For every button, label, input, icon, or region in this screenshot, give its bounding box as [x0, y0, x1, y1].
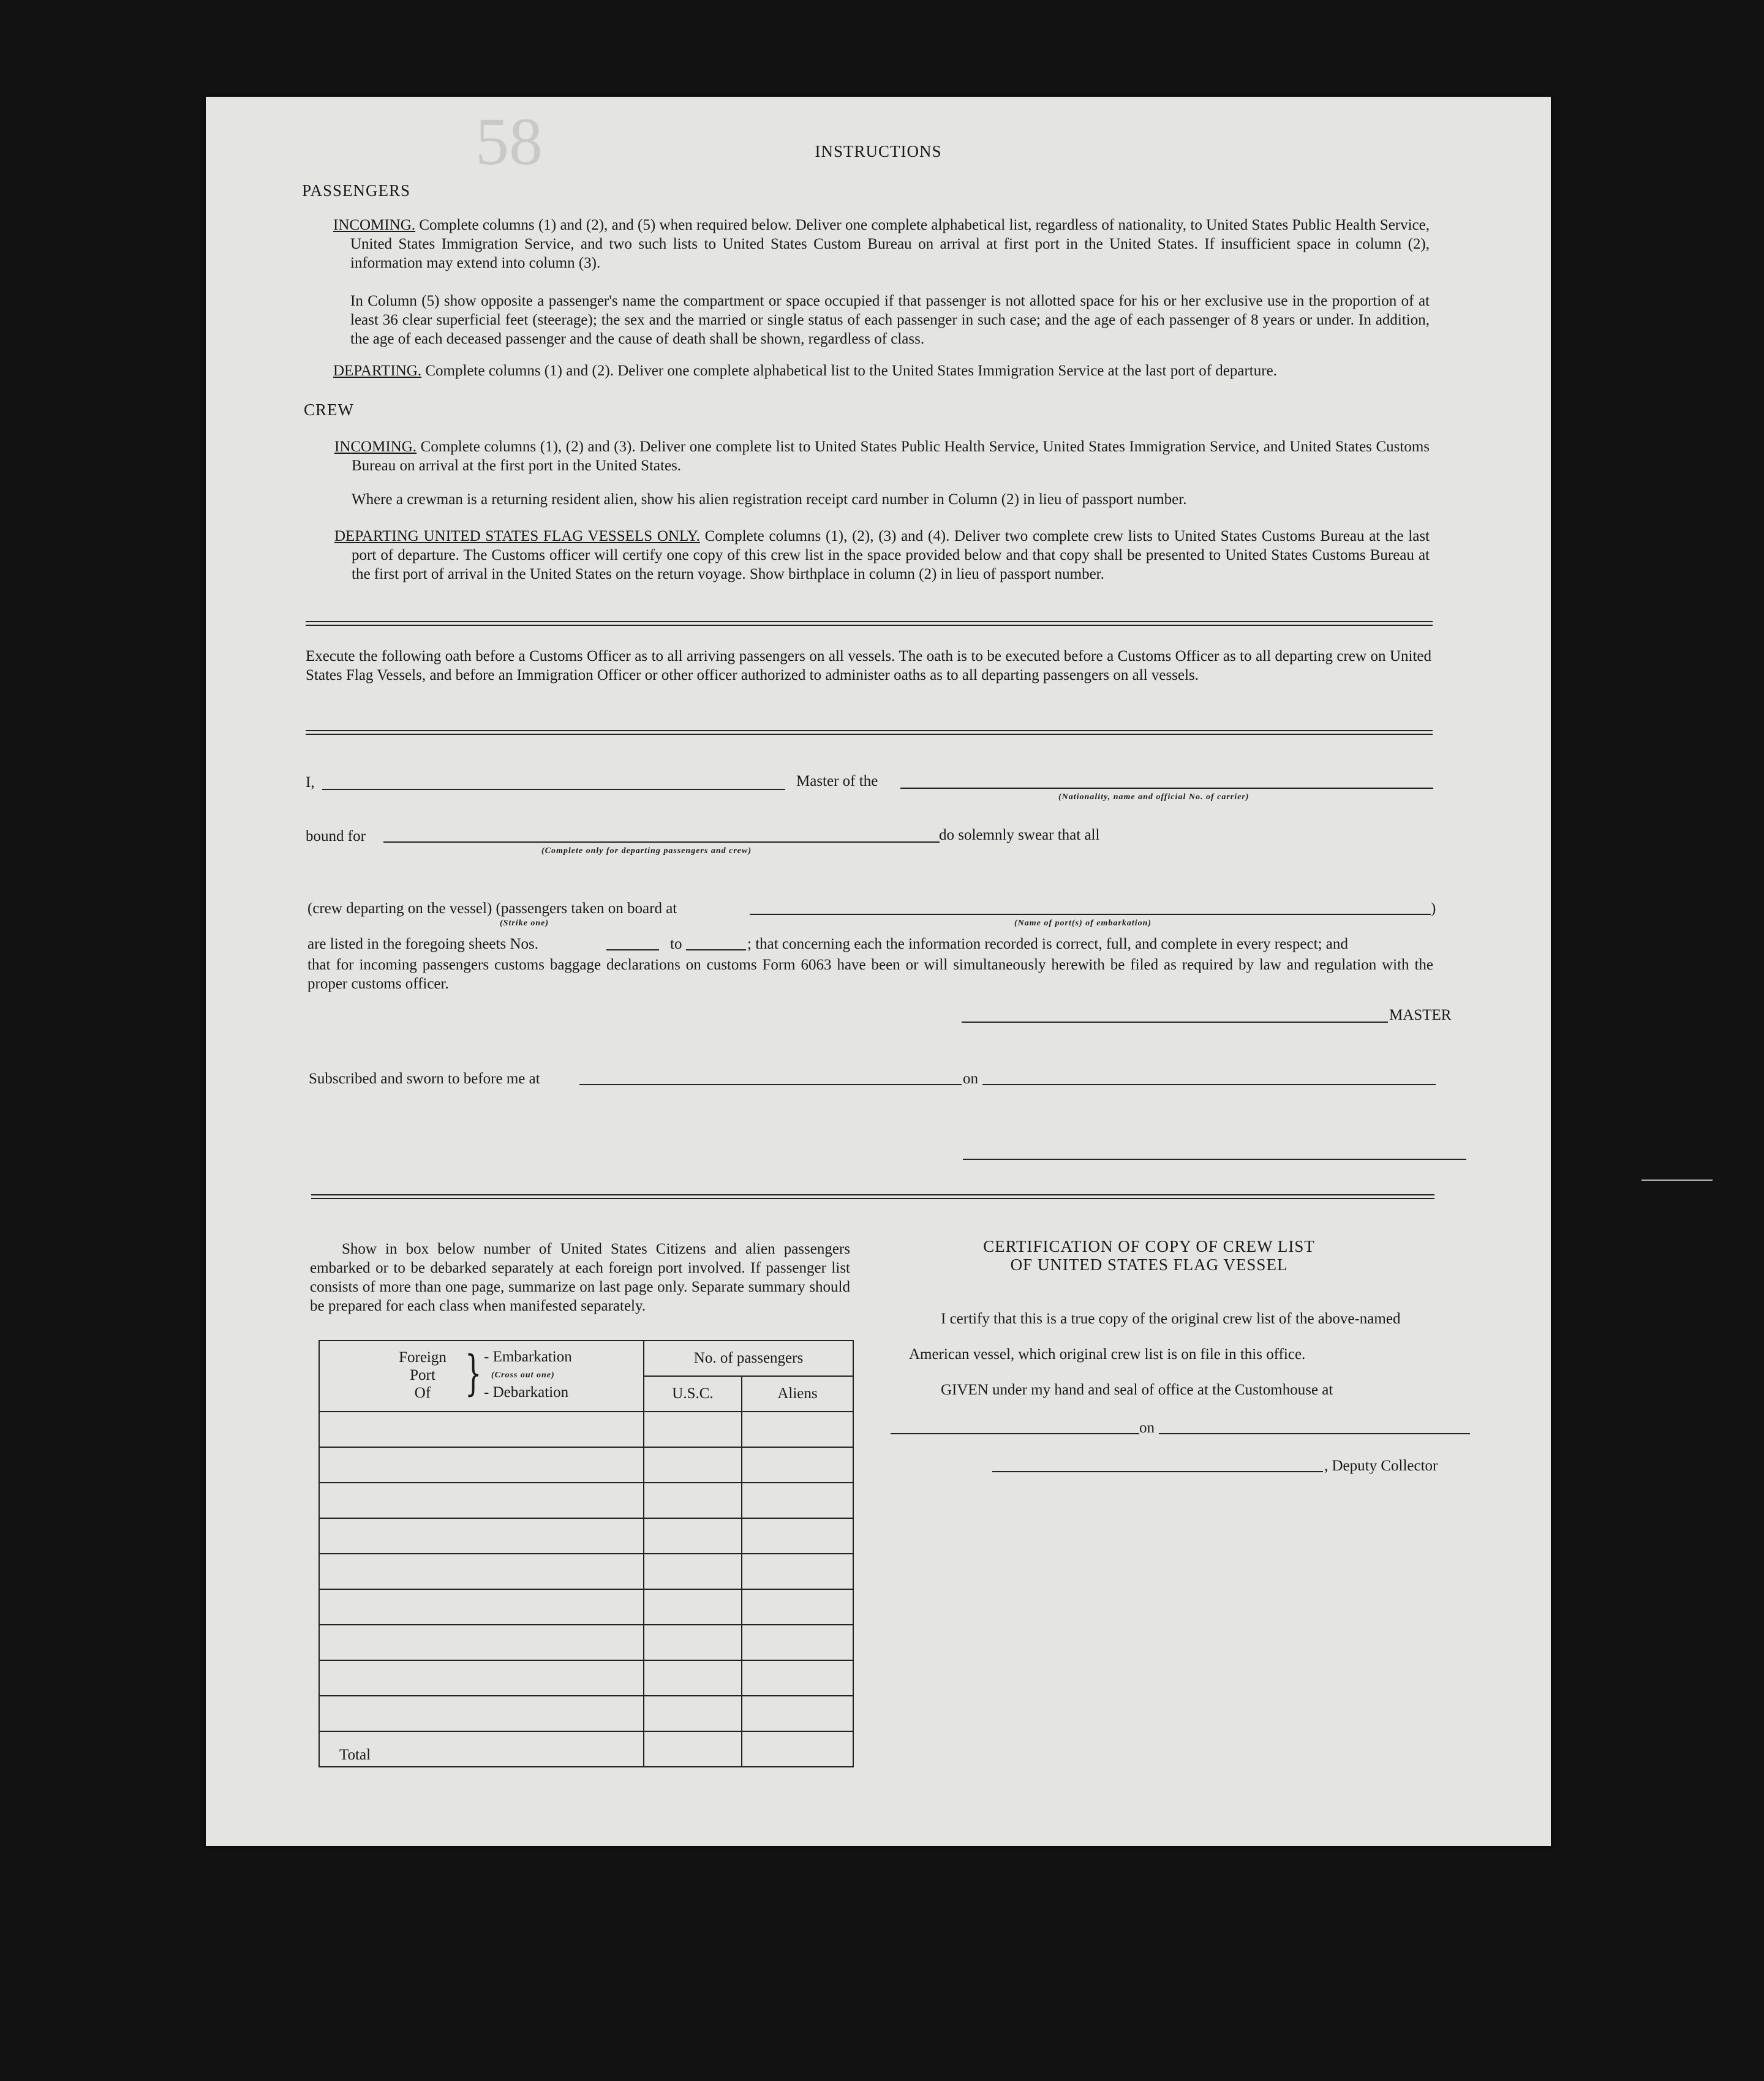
- instructions-title: INSTRUCTIONS: [815, 142, 942, 160]
- table-row: [319, 1412, 853, 1447]
- usc-cell[interactable]: [644, 1518, 742, 1554]
- cross-out-hint: (Cross out one): [491, 1371, 555, 1380]
- port-cell[interactable]: [319, 1412, 644, 1447]
- oath-intro-text: Execute the following oath before a Customs Officer as to all arriving passengers on all vessels. The oath is to be executed before a Customs Officer as to all departing crew on United States Flag Vessels, and before an Immigration Officer or other officer authorized to administer oaths as to all departing passengers on all vessels.: [306, 648, 1431, 683]
- certify-line1: I certify that this is a true copy of the original crew list of the above-named: [941, 1311, 1401, 1327]
- faint-page-number-ghost: 58: [475, 104, 543, 179]
- certification-title-line2: OF UNITED STATES FLAG VESSEL: [1010, 1255, 1288, 1274]
- port-cell[interactable]: [319, 1589, 644, 1625]
- port-of-embarkation-hint: (Name of port(s) of embarkation): [1014, 919, 1152, 928]
- certification-title-line1: CERTIFICATION OF COPY OF CREW LIST: [983, 1237, 1315, 1255]
- crew-incoming-label: INCOMING.: [334, 438, 417, 455]
- to-label: to: [670, 936, 682, 952]
- port-of-embarkation-field[interactable]: [750, 914, 1431, 915]
- column5-text: In Column (5) show opposite a passenger's name the compartment or space occupied if that passenger is not allotted space for his or her exclusive use in the proportion of at least 36 clear superficial feet (steerage); the sex and the married or single status of each passenger in such case; and the age of each passenger of 8 years or under. In addition, the age of each deceased passenger and the cause of death shall be shown, regardless of class.: [350, 293, 1430, 347]
- usc-cell[interactable]: [644, 1412, 742, 1447]
- bound-for-label: bound for: [306, 828, 366, 845]
- column5-section: [350, 292, 1430, 348]
- usc-cell[interactable]: [644, 1660, 742, 1696]
- sheet-from-field[interactable]: [606, 949, 659, 950]
- passengers-departing-section: [333, 361, 1430, 380]
- sheet-to-field[interactable]: [686, 949, 746, 950]
- aliens-cell[interactable]: [742, 1447, 853, 1483]
- aliens-cell[interactable]: [742, 1483, 853, 1518]
- passengers-heading: PASSENGERS: [302, 181, 411, 200]
- swear-label: do solemnly swear that all: [939, 827, 1100, 843]
- foreign-port-header: [319, 1341, 644, 1412]
- carrier-field[interactable]: [900, 788, 1433, 789]
- bound-for-hint: (Complete only for departing passengers and crew): [541, 846, 752, 856]
- port-label: Port: [410, 1367, 435, 1383]
- usc-cell[interactable]: [644, 1554, 742, 1589]
- concerning-text: ; that concerning each the information recorded is correct, full, and complete in every respect; and: [747, 936, 1348, 952]
- certification-on-label: on: [1139, 1420, 1155, 1436]
- total-row: [319, 1731, 853, 1767]
- usc-cell[interactable]: [644, 1625, 742, 1660]
- table-row: [319, 1518, 853, 1554]
- aliens-cell[interactable]: [742, 1554, 853, 1589]
- passengers-incoming-text: Complete columns (1) and (2), and (5) when required below. Deliver one complete alphabetical list, regardless of nationality, to United States Public Health Service, United States Immigration Service, and two such lists to United States Custom Bureau on arrival at first port in the United States. If insufficient space in column (2), information may extend into column (3).: [350, 217, 1430, 271]
- usc-header: U.S.C.: [644, 1376, 742, 1412]
- table-row: [319, 1660, 853, 1696]
- carrier-hint: (Nationality, name and official No. of carrier): [1058, 792, 1250, 802]
- passenger-summary-table: [318, 1340, 854, 1767]
- deputy-collector-label: , Deputy Collector: [1324, 1458, 1438, 1474]
- usc-cell[interactable]: [644, 1589, 742, 1625]
- section-divider-3: [311, 1194, 1434, 1199]
- close-paren: ): [1431, 900, 1436, 917]
- sworn-place-field[interactable]: [579, 1084, 962, 1085]
- master-signature-field[interactable]: [962, 1022, 1388, 1023]
- sworn-date-field[interactable]: [982, 1084, 1436, 1085]
- oath-i-label: I,: [306, 774, 315, 791]
- master-label: MASTER: [1389, 1007, 1452, 1023]
- total-usc-cell[interactable]: [644, 1731, 742, 1767]
- bound-for-field[interactable]: [383, 841, 940, 843]
- listed-label: are listed in the foregoing sheets Nos.: [307, 936, 538, 952]
- foreign-label: Foreign: [399, 1349, 447, 1366]
- crew-incoming-text: Complete columns (1), (2) and (3). Deliver one complete list to United States Public Health Service, United States Immigration Service, and United States Customs Bureau on arrival at the first port in the United States.: [352, 438, 1430, 474]
- section-divider-1: [306, 621, 1433, 626]
- usc-cell[interactable]: [644, 1483, 742, 1518]
- usc-cell[interactable]: [644, 1696, 742, 1731]
- customhouse-field[interactable]: [891, 1433, 1139, 1434]
- oath-intro-section: [306, 647, 1431, 685]
- no-passengers-header: No. of passengers: [644, 1341, 853, 1376]
- certification-date-field[interactable]: [1159, 1433, 1470, 1434]
- certify-line2: American vessel, which original crew list is on file in this office.: [909, 1346, 1306, 1363]
- table-row: [319, 1625, 853, 1660]
- sworn-on-label: on: [963, 1071, 978, 1087]
- aliens-cell[interactable]: [742, 1660, 853, 1696]
- given-text: GIVEN under my hand and seal of office at the Customhouse at: [941, 1382, 1333, 1398]
- aliens-cell[interactable]: [742, 1589, 853, 1625]
- crew-flag-section: [334, 527, 1430, 584]
- crew-resident-section: [352, 490, 1430, 509]
- table-row: [319, 1589, 853, 1625]
- passengers-departing-text: Complete columns (1) and (2). Deliver one complete alphabetical list to the United States Immigration Service at the last port of departure.: [425, 363, 1277, 379]
- section-divider-2: [306, 730, 1433, 735]
- aliens-header: Aliens: [742, 1376, 853, 1412]
- brace-glyph: }: [465, 1346, 482, 1401]
- table-row: [319, 1554, 853, 1589]
- table-row: [319, 1696, 853, 1731]
- port-cell[interactable]: [319, 1518, 644, 1554]
- passengers-incoming-section: [333, 216, 1430, 273]
- crew-flag-label: DEPARTING UNITED STATES FLAG VESSELS ONLY.: [334, 528, 700, 544]
- baggage-section: [307, 955, 1433, 993]
- passengers-incoming-label: INCOMING.: [333, 217, 416, 233]
- summary-intro-section: [310, 1240, 850, 1315]
- port-cell[interactable]: [319, 1696, 644, 1731]
- crew-resident-text: Where a crewman is a returning resident alien, show his alien registration receipt card number in Column (2) in lieu of passport number.: [352, 491, 1187, 508]
- port-cell[interactable]: [319, 1660, 644, 1696]
- crew-heading: CREW: [304, 401, 354, 419]
- baggage-text: that for incoming passengers customs baggage declarations on customs Form 6063 have been or will simultaneously herewith be filed as required by law and regulation with the proper customs officer.: [307, 957, 1433, 992]
- of-label: Of: [414, 1385, 431, 1401]
- port-cell[interactable]: [319, 1483, 644, 1518]
- usc-cell[interactable]: [644, 1447, 742, 1483]
- crew-passengers-label: (crew departing on the vessel) (passengers taken on board at: [307, 900, 677, 917]
- aliens-cell[interactable]: [742, 1412, 853, 1447]
- table-row: [319, 1483, 853, 1518]
- crew-flag-text: Complete columns (1), (2), (3) and (4). Deliver two complete crew lists to United States Customs Bureau at the last port of departure. The Customs officer will certify one copy of this crew list in the space provided below and that copy shall be presented to United States Customs Bureau at the first port of arrival in the United States on the return voyage. Show birthplace in column (2) in lieu of passport number.: [352, 528, 1430, 582]
- port-cell[interactable]: [319, 1554, 644, 1589]
- crew-incoming-section: [334, 437, 1430, 475]
- officer-signature-field[interactable]: [963, 1159, 1466, 1160]
- total-aliens-cell[interactable]: [742, 1731, 853, 1767]
- subscribed-label: Subscribed and sworn to before me at: [309, 1071, 540, 1087]
- debarkation-label: - Debarkation: [484, 1384, 569, 1401]
- total-label: Total: [319, 1731, 644, 1767]
- embarkation-label: - Embarkation: [484, 1349, 572, 1365]
- form-page: [206, 97, 1551, 1846]
- table-row: [319, 1447, 853, 1483]
- aliens-cell[interactable]: [742, 1696, 853, 1731]
- passengers-departing-label: DEPARTING.: [333, 363, 422, 379]
- master-of-label: Master of the: [796, 773, 878, 789]
- strike-one-hint: (Strike one): [500, 919, 549, 928]
- summary-intro-text: Show in box below number of United States Citizens and alien passengers embarked or to be debarked separately at each foreign port involved. If passenger list consists of more than one page, summarize on last page only. Separate summary should be prepared for each class when manifested separately.: [310, 1241, 850, 1314]
- port-cell[interactable]: [319, 1447, 644, 1483]
- deputy-signature-field[interactable]: [992, 1471, 1323, 1472]
- aliens-cell[interactable]: [742, 1625, 853, 1660]
- master-name-field[interactable]: [322, 789, 785, 790]
- port-cell[interactable]: [319, 1625, 644, 1660]
- scanner-edge-mark: [1642, 1180, 1713, 1181]
- aliens-cell[interactable]: [742, 1518, 853, 1554]
